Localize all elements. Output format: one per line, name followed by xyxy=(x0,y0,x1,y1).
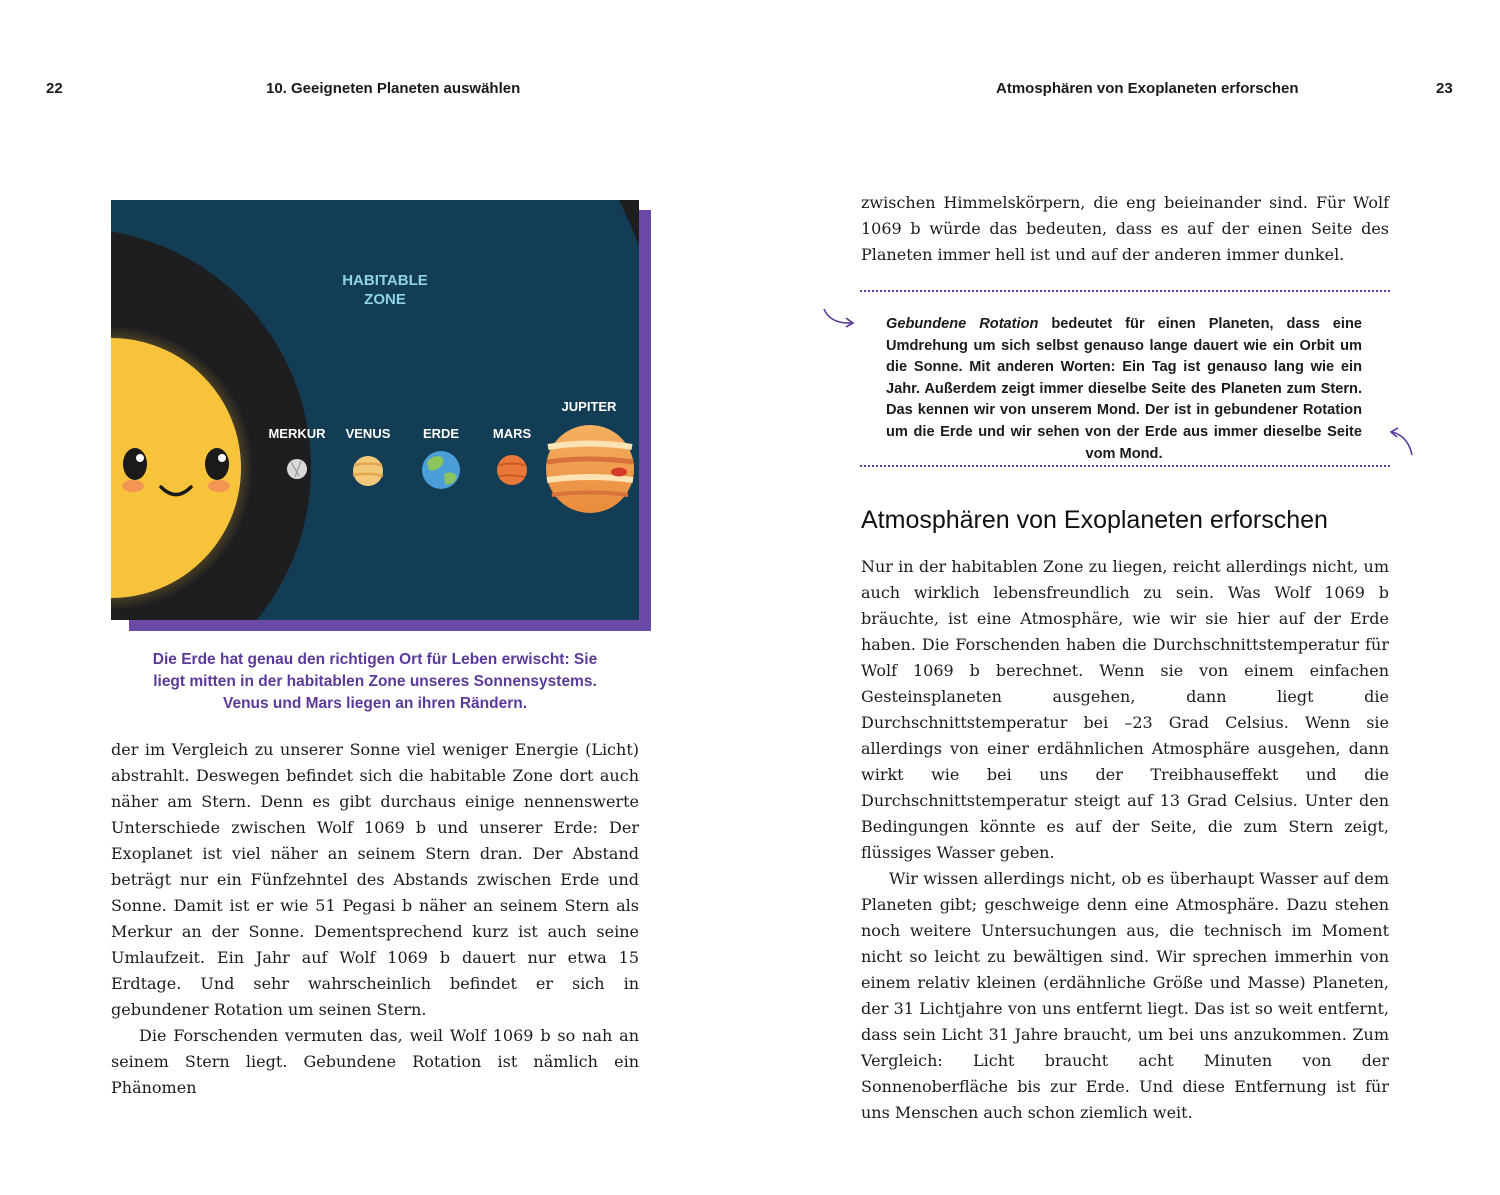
planet-label-erde: ERDE xyxy=(422,426,460,441)
curved-arrow-icon xyxy=(822,306,858,332)
curved-arrow-icon xyxy=(1384,424,1420,458)
right-body-text xyxy=(861,554,1389,1126)
zone-label-line2: ZONE xyxy=(364,291,406,308)
right-continuation-text xyxy=(861,190,1389,268)
running-title-left: 10. Geeigneten Planeten auswählen xyxy=(266,80,521,97)
infobox-bottom-rule xyxy=(860,465,1390,467)
definition-infobox xyxy=(886,314,1362,465)
paragraph: Wir wissen allerdings nicht, ob es überhaupt Wasser auf dem Planeten gibt; geschweige denn eine Atmosphäre. Dazu stehen noch weitere Untersuchungen aus, die technisch im Moment nicht so leicht zu bewältigen sind. Wir sprechen immerhin von einem relativ kleinen (erdähnliche Größe und Masse) Planeten, der 31 Lichtjahre von uns entfernt liegt. Das ist so weit entfernt, dass sein Licht 31 Jahre braucht, um bei uns anzukommen. Zum Vergleich: Licht braucht acht Minuten von der Sonnenoberfläche bis zur Erde. Und diese Entfernung ist für uns Menschen auch schon ziemlich weit. xyxy=(861,869,1389,1122)
running-title-right: Atmosphären von Exoplaneten erforschen xyxy=(996,80,1299,97)
infobox-term: Gebundene Rotation xyxy=(886,316,1039,332)
habitable-zone-illustration xyxy=(111,200,639,620)
paragraph: der im Vergleich zu unserer Sonne viel weniger Energie (Licht) abstrahlt. Deswegen befindet sich die habitable Zone dort auch näher am Stern. Denn es gibt durchaus einige nennenswerte Unterschiede zwischen Wolf 1069 b und unserer Erde: Der Exoplanet ist viel näher an seinem Stern dran. Der Abstand beträgt nur ein Fünfzehntel des Abstands zwischen Erde und Sonne. Damit ist er wie 51 Pegasi b näher an seinem Stern als Merkur an der Sonne. Dementsprechend kurz ist auch seine Umlaufzeit. Ein Jahr auf Wolf 1069 b dauert nur etwa 15 Erdtage. Und sehr wahrscheinlich befindet er sich in gebundener Rotation um seinen Stern. xyxy=(111,740,639,1019)
mercury-icon xyxy=(287,459,307,479)
page-number-left: 22 xyxy=(46,80,63,97)
paragraph: Die Forschenden vermuten das, weil Wolf 1069 b so nah an seinem Stern liegt. Gebundene Rotation ist nämlich ein Phänomen xyxy=(111,1026,639,1097)
infobox-top-rule xyxy=(860,290,1390,292)
venus-icon xyxy=(353,456,383,486)
planet-label-mars: MARS xyxy=(492,426,532,441)
planet-label-jupiter: JUPITER xyxy=(561,399,617,414)
jupiter-icon xyxy=(546,425,634,513)
zone-label-line1: HABITABLE xyxy=(342,272,428,289)
figure-caption: Die Erde hat genau den richtigen Ort für Leben erwischt: Sie liegt mitten in der habitablen Zone unseres Sonnensystems. Venus und Mars liegen an ihren Rändern. xyxy=(152,651,598,712)
infobox-text: bedeutet für einen Planeten, dass eine Umdrehung um sich selbst genauso lange dauert wie ein Orbit um die Sonne. Mit anderen Worten: Ein Tag ist genauso lang wie ein Jahr. Außerdem zeigt immer dieselbe Seite des Planeten zum Stern. Das kennen wir von unserem Mond. Der ist in gebundener Rotation um die Erde und wir sehen von der Erde aus immer dieselbe Seite vom Mond. xyxy=(886,316,1362,462)
section-title: Atmosphären von Exoplaneten erforschen xyxy=(861,506,1328,534)
paragraph: zwischen Himmelskörpern, die eng beieinander sind. Für Wolf 1069 b würde das bedeuten, dass es auf der einen Seite des Planeten immer hell ist und auf der anderen immer dunkel. xyxy=(861,193,1389,264)
planet-label-merkur: MERKUR xyxy=(268,426,326,441)
earth-icon xyxy=(422,451,460,489)
left-body-text xyxy=(111,737,639,1101)
mars-icon xyxy=(497,455,527,485)
page-number-right: 23 xyxy=(1436,80,1453,97)
planet-label-venus: VENUS xyxy=(345,426,391,441)
paragraph: Nur in der habitablen Zone zu liegen, reicht allerdings nicht, um auch wirklich lebensfreundlich zu sein. Was Wolf 1069 b bräuchte, ist eine Atmosphäre, wie wir sie hier auf der Erde haben. Die Forschenden haben die Durchschnittstemperatur für Wolf 1069 b berechnet. Wenn sie von einem einfachen Gesteinsplaneten ausgehen, dann liegt die Durchschnittstemperatur bei –23 Grad Celsius. Wenn sie allerdings von einer erdähnlichen Atmosphäre ausgehen, dann wirkt wie bei uns der Treibhauseffekt und die Durchschnittstemperatur steigt auf 13 Grad Celsius. Unter den Bedingungen könnte es auf der Seite, die zum Stern zeigt, flüssiges Wasser geben. xyxy=(861,557,1389,862)
